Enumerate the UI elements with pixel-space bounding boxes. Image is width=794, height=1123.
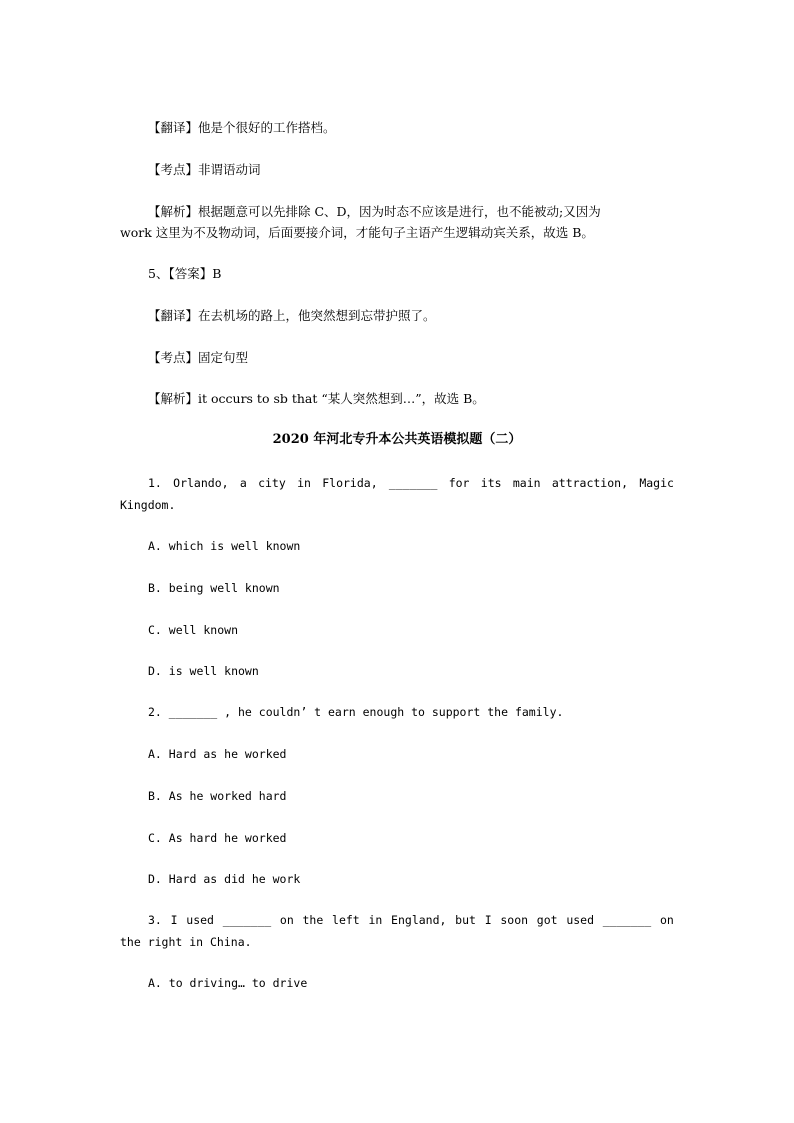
- analysis-4-line2: work 这里为不及物动词，后面要接介词，才能句子主语产生逻辑动宾关系，故选 B。: [120, 225, 594, 240]
- q1-word: main: [512, 476, 541, 490]
- q1-word: Orlando,: [173, 476, 229, 490]
- q1-blank: _______: [388, 476, 438, 490]
- q3-word: England,: [391, 913, 447, 927]
- q1-word: for: [448, 476, 470, 490]
- q3-word: on: [279, 913, 294, 927]
- q3-word: but: [455, 913, 476, 927]
- q3-word: I: [170, 913, 178, 927]
- q3-word: soon: [500, 913, 529, 927]
- section-title: 2020 年河北专升本公共英语模拟题（二）: [272, 432, 522, 447]
- question-1-option-b: B. being well known: [148, 581, 280, 595]
- question-3-stem-line2: the right in China.: [120, 935, 252, 949]
- translation-4: 【翻译】他是个很好的工作搭档。: [148, 120, 336, 135]
- q1-word: 1.: [148, 476, 162, 490]
- q3-word: 3.: [148, 913, 162, 927]
- question-3-option-a: A. to driving… to drive: [148, 976, 308, 990]
- question-2-stem: 2. _______ , he couldn’ t earn enough to support the family.: [148, 705, 564, 719]
- q3-word: the: [302, 913, 324, 927]
- q3-word: got: [536, 913, 558, 927]
- q3-blank: _______: [222, 913, 272, 927]
- q1-word: in: [297, 476, 311, 490]
- question-1-stem-line1: [148, 475, 674, 491]
- q3-word: used: [186, 913, 214, 927]
- point-5: 【考点】固定句型: [148, 350, 249, 365]
- analysis-4-line1: 【解析】根据题意可以先排除 C、D，因为时态不应该是进行，也不能被动;又因为: [148, 204, 601, 219]
- q3-word: on: [659, 913, 674, 927]
- question-1-option-d: D. is well known: [148, 664, 259, 678]
- q1-word: city: [258, 476, 286, 490]
- question-1-option-a: A. which is well known: [148, 539, 301, 553]
- q3-word: in: [368, 913, 383, 927]
- question-1-stem-line2: Kingdom.: [120, 498, 176, 512]
- q1-word: attraction,: [551, 476, 629, 490]
- question-2-option-c: C. As hard he worked: [148, 831, 287, 845]
- q1-word: Magic: [639, 476, 674, 490]
- q1-word: Florida,: [322, 476, 378, 490]
- q1-word: its: [480, 476, 502, 490]
- question-1-option-c: C. well known: [148, 623, 239, 637]
- question-2-option-d: D. Hard as did he work: [148, 872, 301, 886]
- translation-5: 【翻译】在去机场的路上，他突然想到忘带护照了。: [148, 308, 436, 323]
- point-4: 【考点】非谓语动词: [148, 162, 261, 177]
- question-2-option-a: A. Hard as he worked: [148, 747, 287, 761]
- analysis-5: 【解析】it occurs to sb that “某人突然想到…”，故选 B。: [148, 391, 485, 406]
- q1-word: a: [239, 476, 247, 490]
- question-2-option-b: B. As he worked hard: [148, 789, 287, 803]
- q3-blank: _______: [602, 913, 652, 927]
- answer-5: 5、【答案】B: [148, 266, 222, 281]
- q3-word: I: [484, 913, 492, 927]
- q3-word: used: [566, 913, 595, 927]
- q3-word: left: [332, 913, 360, 927]
- question-3-stem-line1: [148, 912, 674, 928]
